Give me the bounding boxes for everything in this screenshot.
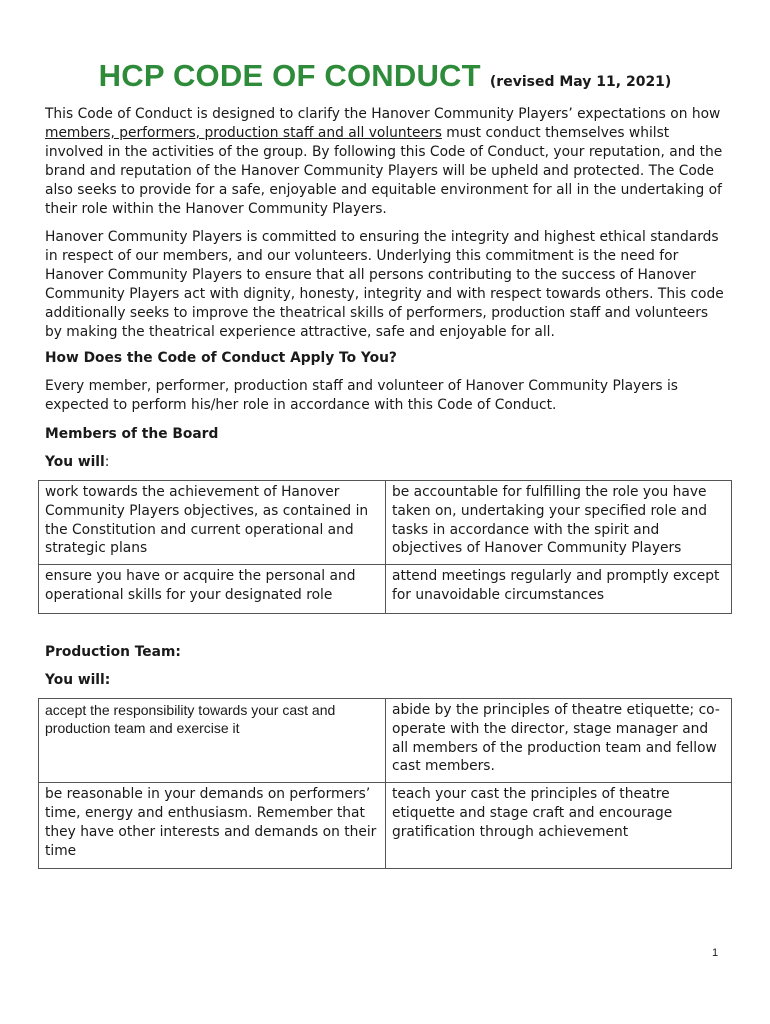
table-row xyxy=(39,699,732,783)
table-row xyxy=(39,783,732,869)
title-line xyxy=(0,58,770,94)
production-you-will: You will: xyxy=(45,672,111,688)
revision-date: (revised May 11, 2021) xyxy=(489,74,672,90)
table-row xyxy=(39,481,732,565)
page-number: 1 xyxy=(712,947,719,959)
production-duties-table xyxy=(38,698,732,869)
intro-text-end: must conduct themselves whilst involved in the activities of the group. By following this Code of Conduct, your reputation, and the brand and reputation of the Hanover Community Players will be upheld and protected. The Code also seeks to provide for a safe, enjoyable and equitable environment for all in the undertaking of their role within the Hanover Community Players. xyxy=(45,124,723,217)
intro-text-start: This Code of Conduct is designed to clarify the Hanover Community Players’ expectations on how xyxy=(45,106,721,122)
board-heading: Members of the Board xyxy=(45,426,219,442)
table-row xyxy=(39,565,732,614)
table-cell: be accountable for fulfilling the role you have taken on, undertaking your specified role and tasks in accordance with the spirit and objectives of Hanover Community Players xyxy=(386,481,732,565)
apply-paragraph: Every member, performer, production staff and volunteer of Hanover Community Players is expected to perform his/her role in accordance with this Code of Conduct. xyxy=(45,378,678,413)
table-cell: accept the responsibility towards your cast and production team and exercise it xyxy=(39,699,386,783)
board-you-will-label: You will xyxy=(45,454,105,470)
table-cell: be reasonable in your demands on performers’ time, energy and enthusiasm. Remember that they have other interests and demands on their time xyxy=(39,783,386,869)
table-cell: attend meetings regularly and promptly except for unavoidable circumstances xyxy=(386,565,732,614)
table-cell: work towards the achievement of Hanover Community Players objectives, as contained in the Constitution and current operational and strategic plans xyxy=(39,481,386,565)
table-cell: ensure you have or acquire the personal and operational skills for your designated role xyxy=(39,565,386,614)
board-duties-table xyxy=(38,480,732,614)
intro-underlined-text: members, performers, production staff and all volunteers xyxy=(45,124,442,141)
page-title: HCP CODE OF CONDUCT xyxy=(98,58,481,93)
board-you-will xyxy=(45,453,725,472)
production-heading: Production Team: xyxy=(45,644,181,660)
board-you-will-colon: : xyxy=(104,454,110,470)
commitment-paragraph: Hanover Community Players is committed to ensuring the integrity and highest ethical standards in respect of our members, and our volunteers. Underlying this commitment is the need for Hanover Community Players to ensure that all persons contributing to the success of Hanover Community Players act with dignity, honesty, integrity and with respect towards others. This code additionally seeks to improve the theatrical skills of performers, production staff and volunteers by making the theatrical experience attractive, safe and enjoyable for all. xyxy=(45,229,724,340)
intro-paragraph xyxy=(45,105,725,218)
table-cell: abide by the principles of theatre etiquette; co-operate with the director, stage manager and all members of the production team and fellow cast members. xyxy=(386,699,732,783)
table-cell: teach your cast the principles of theatre etiquette and stage craft and encourage gratification through achievement xyxy=(386,783,732,869)
apply-heading: How Does the Code of Conduct Apply To You? xyxy=(45,350,397,366)
